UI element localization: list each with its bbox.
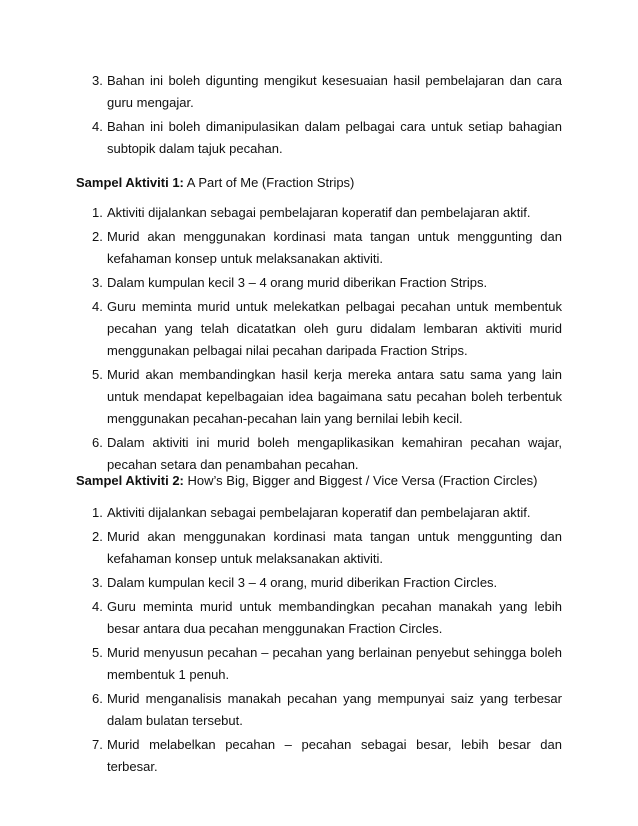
list-text: Dalam aktiviti ini murid boleh mengaplikasikan kemahiran pecahan wajar, pecahan setara dan penambahan pecahan. (107, 435, 562, 472)
list-item (0, 688, 638, 732)
section2-title: How’s Big, Bigger and Biggest / Vice Versa (Fraction Circles) (183, 473, 538, 488)
list-number: 5. (92, 367, 103, 382)
list-text: Bahan ini boleh dimanipulasikan dalam pelbagai cara untuk setiap bahagian subtopik dalam tajuk pecahan. (107, 119, 562, 156)
section2-list (0, 502, 638, 778)
list-text: Murid akan membandingkan hasil kerja mereka antara satu sama yang lain untuk mendapat kepelbagaian idea bagaimana satu pecahan boleh terbentuk menggunakan pecahan-pecahan lain yang bernilai lebih kecil. (107, 367, 562, 426)
list-item (0, 502, 638, 524)
list-item (0, 642, 638, 686)
list-number: 2. (92, 529, 103, 544)
list-item (0, 272, 638, 294)
list-text: Aktiviti dijalankan sebagai pembelajaran koperatif dan pembelajaran aktif. (107, 505, 531, 520)
list-number: 6. (92, 691, 103, 706)
list-text: Bahan ini boleh digunting mengikut kesesuaian hasil pembelajaran dan cara guru mengajar. (107, 73, 562, 110)
list-text: Guru meminta murid untuk membandingkan pecahan manakah yang lebih besar antara dua pecahan menggunakan Fraction Circles. (107, 599, 562, 636)
list-item (0, 526, 638, 570)
list-number: 1. (92, 505, 103, 520)
list-item (0, 226, 638, 270)
list-number: 7. (92, 737, 103, 752)
list-item (0, 572, 638, 594)
list-item (0, 596, 638, 640)
list-number: 1. (92, 205, 103, 220)
list-item (0, 734, 638, 778)
section1-title: A Part of Me (Fraction Strips) (183, 175, 355, 190)
list-number: 6. (92, 435, 103, 450)
list-item (0, 70, 638, 114)
list-text: Murid akan menggunakan kordinasi mata tangan untuk menggunting dan kefahaman konsep untuk melaksanakan aktiviti. (107, 229, 562, 266)
list-text: Aktiviti dijalankan sebagai pembelajaran koperatif dan pembelajaran aktif. (107, 205, 531, 220)
list-number: 3. (92, 73, 103, 88)
list-item (0, 116, 638, 160)
section2-label: Sampel Aktiviti 2: (76, 473, 184, 488)
top-list (0, 70, 638, 160)
section1-heading (76, 172, 566, 194)
list-text: Murid menyusun pecahan – pecahan yang berlainan penyebut sehingga boleh membentuk 1 penuh. (107, 645, 562, 682)
list-item (0, 202, 638, 224)
list-text: Murid melabelkan pecahan – pecahan sebagai besar, lebih besar dan terbesar. (107, 737, 562, 774)
list-number: 3. (92, 575, 103, 590)
list-item (0, 296, 638, 362)
list-number: 4. (92, 119, 103, 134)
list-number: 5. (92, 645, 103, 660)
list-text: Dalam kumpulan kecil 3 – 4 orang murid diberikan Fraction Strips. (107, 275, 488, 290)
list-text: Murid menganalisis manakah pecahan yang mempunyai saiz yang terbesar dalam bulatan tersebut. (107, 691, 562, 728)
list-number: 4. (92, 599, 103, 614)
list-text: Murid akan menggunakan kordinasi mata tangan untuk menggunting dan kefahaman konsep untuk melaksanakan aktiviti. (107, 529, 562, 566)
list-text: Guru meminta murid untuk melekatkan pelbagai pecahan untuk membentuk pecahan yang telah dicatatkan oleh guru didalam lembaran aktiviti murid menggunakan pelbagai nilai pecahan daripada Fraction Strips. (107, 299, 562, 358)
list-number: 2. (92, 229, 103, 244)
section1-list (0, 202, 638, 476)
section1-label: Sampel Aktiviti 1: (76, 175, 184, 190)
list-text: Dalam kumpulan kecil 3 – 4 orang, murid diberikan Fraction Circles. (107, 575, 498, 590)
list-number: 4. (92, 299, 103, 314)
list-item (0, 364, 638, 430)
section2-heading (76, 470, 566, 492)
list-number: 3. (92, 275, 103, 290)
